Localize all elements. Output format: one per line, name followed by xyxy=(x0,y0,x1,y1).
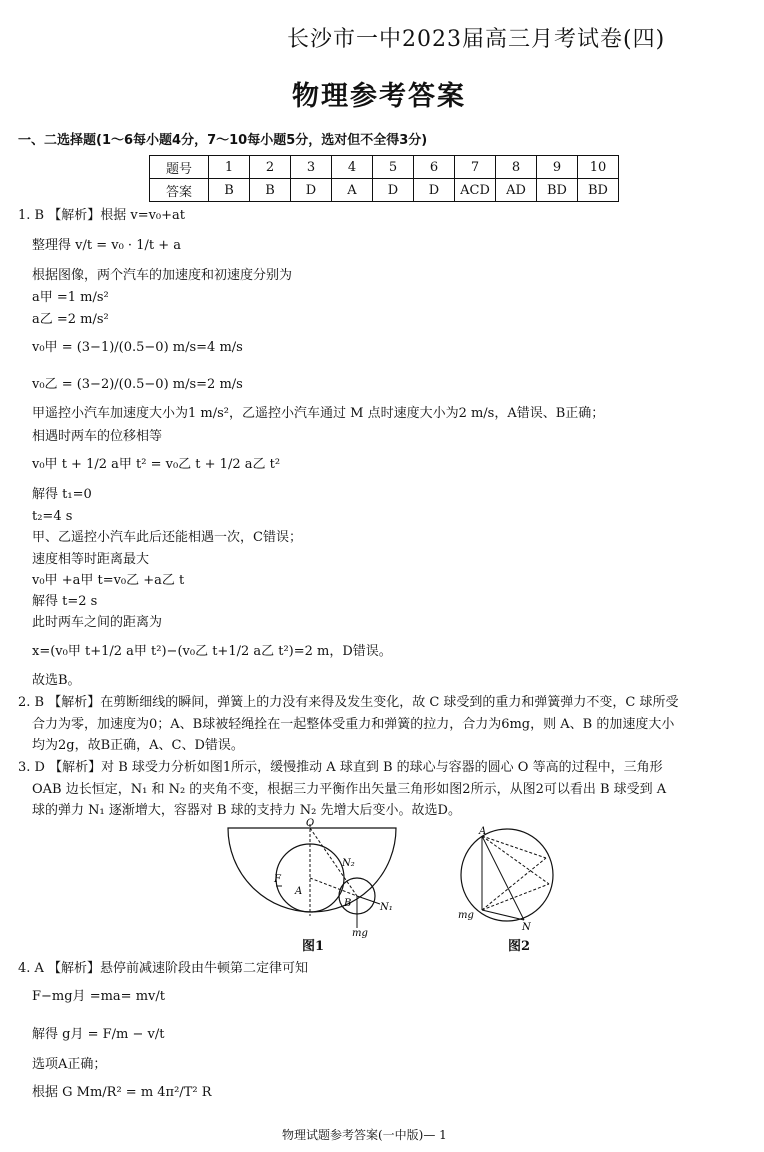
table-cell: 5 xyxy=(373,156,414,179)
label-mg: mg xyxy=(352,928,368,939)
figure-2-diagram xyxy=(454,822,564,932)
page-footer: 物理试题参考答案(一中版)— 1 xyxy=(282,1128,447,1142)
label-n: N xyxy=(522,922,531,932)
table-cell: AD xyxy=(496,179,537,202)
q2-line: 均为2g，故B正确，A、C、D错误。 xyxy=(32,738,244,753)
dashed-line xyxy=(482,836,549,884)
dashed-line xyxy=(482,858,546,910)
q2-line: 合力为零，加速度为0；A、B球被轻绳拴在一起整体受重力和弹簧的拉力，合力为6mg，则 A、B 的加速度大小 xyxy=(32,717,675,732)
table-cell: B xyxy=(209,179,250,202)
q1-line: t₂=4 s xyxy=(32,509,73,524)
q1-line: 根据图像，两个汽车的加速度和初速度分别为 xyxy=(32,268,293,283)
q3-line: 球的弹力 N₁ 逐渐增大，容器对 B 球的支持力 N₂ 先增大后变小。故选D。 xyxy=(32,803,461,818)
row-label-number: 题号 xyxy=(150,156,209,179)
dashed-line xyxy=(482,884,549,910)
table-cell: B xyxy=(250,179,291,202)
q1-line: v₀乙 = (3−2)/(0.5−0) m/s=2 m/s xyxy=(32,377,243,392)
figure-2-caption: 图2 xyxy=(508,939,531,954)
q4-line: F−mg月 =ma= mv/t xyxy=(32,989,165,1004)
n1-arrow xyxy=(357,896,380,904)
label-f: F xyxy=(274,874,281,885)
q1-line: 故选B。 xyxy=(32,673,81,688)
q1-line: a乙 =2 m/s² xyxy=(32,312,109,327)
exam-title: 长沙市一中2023届高三月考试卷(四) xyxy=(287,27,666,52)
label-b: B xyxy=(344,898,352,909)
q1-line: 甲、乙遥控小汽车此后还能相遇一次，C错误； xyxy=(32,530,302,545)
q4-line: 根据 G Mm/R² = m 4π²/T² R xyxy=(32,1085,212,1100)
table-cell: 6 xyxy=(414,156,455,179)
table-cell: ACD xyxy=(455,179,496,202)
figure-1-caption: 图1 xyxy=(302,939,325,954)
line-ab xyxy=(310,878,357,896)
table-cell: D xyxy=(373,179,414,202)
circle-outline xyxy=(461,829,553,921)
q1-line: v₀甲 t + 1/2 a甲 t² = v₀乙 t + 1/2 a乙 t² xyxy=(32,457,281,472)
label-a: A xyxy=(479,826,487,837)
table-cell: 3 xyxy=(291,156,332,179)
table-row-numbers xyxy=(150,156,619,179)
table-row-answers xyxy=(150,179,619,202)
q4-line: 解得 g月 = F/m − v/t xyxy=(32,1027,165,1042)
container-bowl xyxy=(228,828,396,912)
table-cell: 1 xyxy=(209,156,250,179)
table-cell: 4 xyxy=(332,156,373,179)
row-label-answer: 答案 xyxy=(150,179,209,202)
answer-table xyxy=(149,155,619,202)
document-title: 物理参考答案 xyxy=(292,81,466,112)
table-cell: BD xyxy=(537,179,578,202)
label-o: O xyxy=(306,818,315,829)
q1-line: 相遇时两车的位移相等 xyxy=(32,429,163,444)
q1-line: 整理得 v/t = v₀ · 1/t + a xyxy=(32,238,181,253)
vector-side xyxy=(482,910,524,920)
q4-line: 选项A正确； xyxy=(32,1057,107,1072)
q1-line: 此时两车之间的距离为 xyxy=(32,615,163,630)
q1-line: 速度相等时距离最大 xyxy=(32,552,150,567)
table-cell: 8 xyxy=(496,156,537,179)
table-cell: 7 xyxy=(455,156,496,179)
table-cell: D xyxy=(291,179,332,202)
section-heading: 一、二选择题(1～6每小题4分，7～10每小题5分，选对但不全得3分) xyxy=(18,133,428,148)
table-cell: 2 xyxy=(250,156,291,179)
q4-line: 4. A 【解析】悬停前减速阶段由牛顿第二定律可知 xyxy=(18,961,309,976)
table-cell: D xyxy=(414,179,455,202)
q3-line: 3. D 【解析】对 B 球受力分析如图1所示，缓慢推动 A 球直到 B 的球心与容器的圆心 O 等高的过程中，三角形 xyxy=(18,760,663,775)
q2-line: 2. B 【解析】在剪断细线的瞬间，弹簧上的力没有来得及发生变化，故 C 球受到的重力和弹簧弹力不变，C 球所受 xyxy=(18,695,679,710)
q3-line: OAB 边长恒定，N₁ 和 N₂ 的夹角不变，根据三力平衡作出矢量三角形如图2所示，从图2可以看出 B 球受到 A xyxy=(32,782,667,797)
label-a: A xyxy=(295,886,303,897)
q1-line: 解得 t=2 s xyxy=(32,594,98,609)
q1-line: 甲遥控小汽车加速度大小为1 m/s²，乙遥控小汽车通过 M 点时速度大小为2 m/s，A错误、B正确； xyxy=(32,406,605,421)
table-cell: BD xyxy=(578,179,619,202)
q1-line: x=(v₀甲 t+1/2 a甲 t²)−(v₀乙 t+1/2 a乙 t²)=2 m，D错误。 xyxy=(32,644,392,659)
figure-1-diagram xyxy=(222,818,402,958)
table-cell: 9 xyxy=(537,156,578,179)
label-n2: N₂ xyxy=(342,858,355,869)
q1-heading: 1. B 【解析】根据 v=v₀+at xyxy=(18,208,186,223)
label-mg: mg xyxy=(458,910,474,921)
q1-line: v₀甲 = (3−1)/(0.5−0) m/s=4 m/s xyxy=(32,340,243,355)
table-cell: A xyxy=(332,179,373,202)
table-cell: 10 xyxy=(578,156,619,179)
q1-line: 解得 t₁=0 xyxy=(32,487,92,502)
q1-line: v₀甲 +a甲 t=v₀乙 +a乙 t xyxy=(32,573,185,588)
q1-line: a甲 =1 m/s² xyxy=(32,290,109,305)
label-n1: N₁ xyxy=(380,902,393,913)
